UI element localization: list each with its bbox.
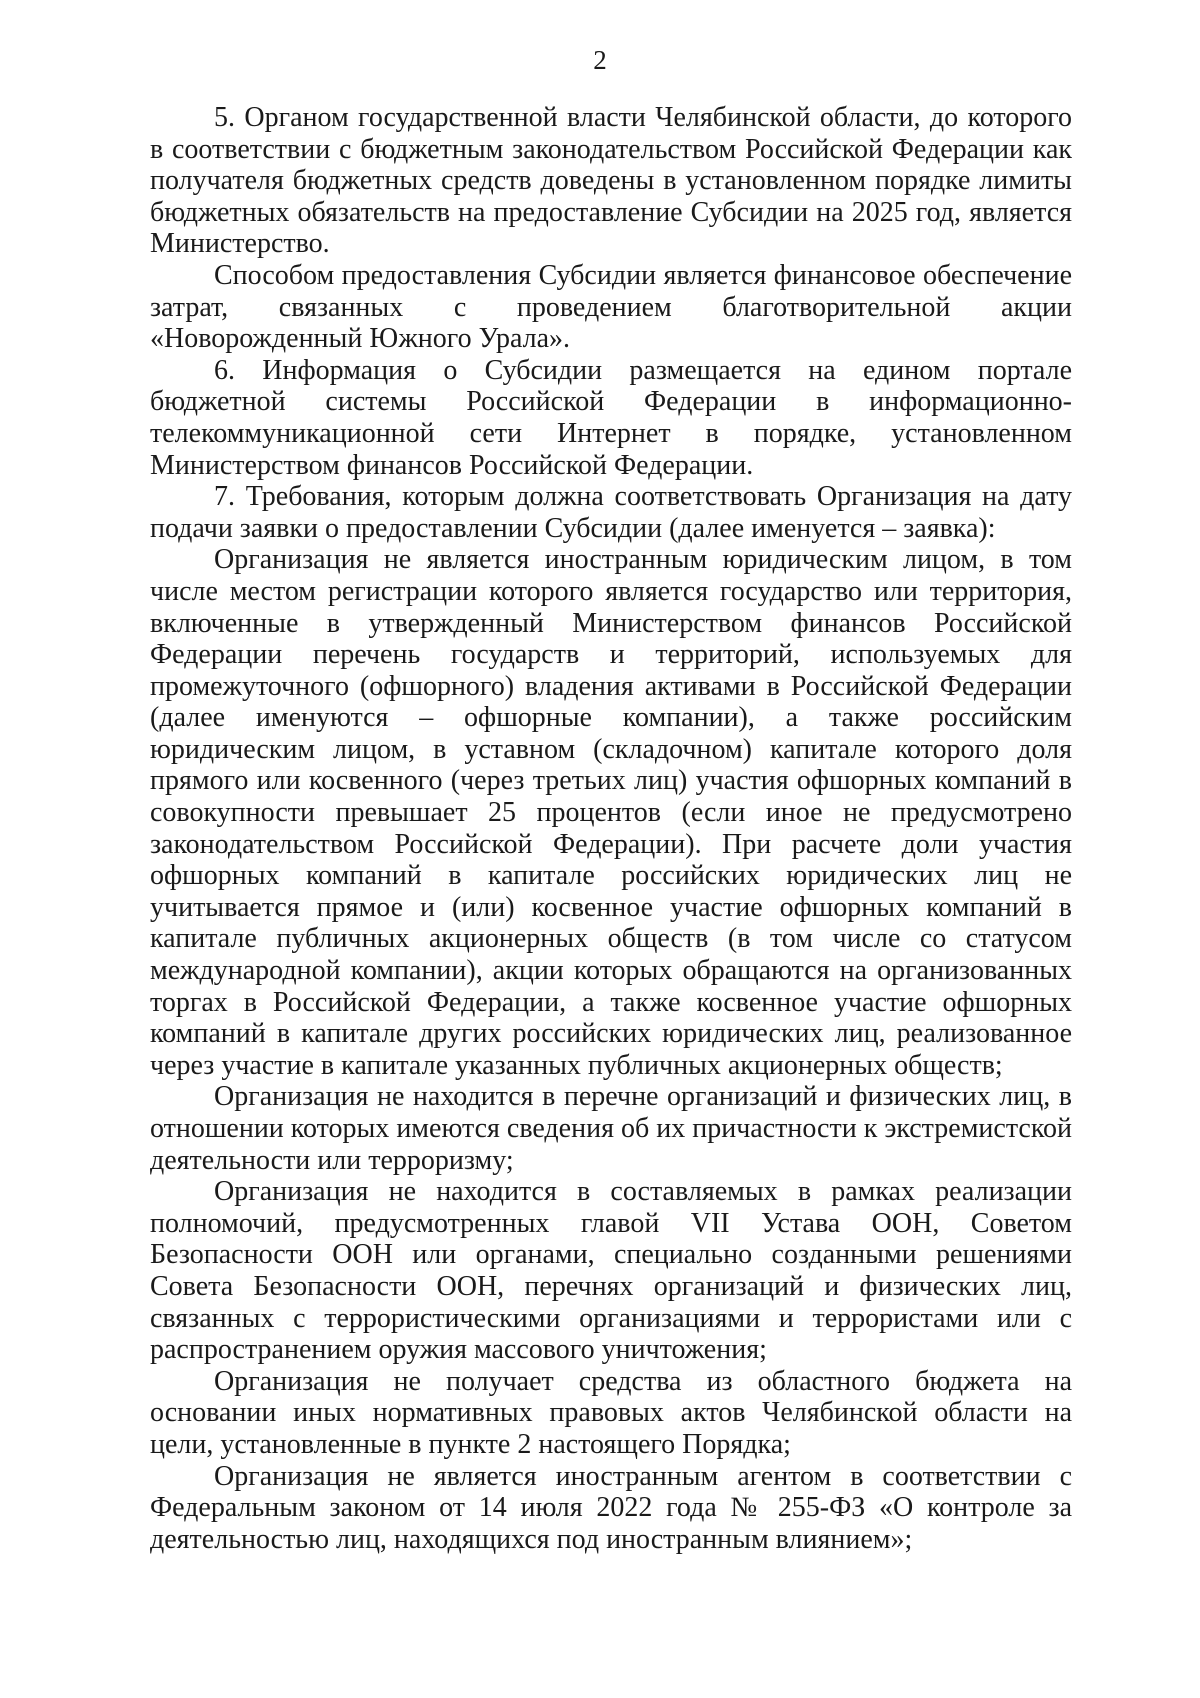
paragraph-subsidy-method: Способом предоставления Субсидии является финансовое обеспечение затрат, связанных с проведением благотворительной акции «Новорожденный Южного Урала».	[150, 259, 1072, 355]
paragraph-un-list-requirement: Организация не находится в составляемых в рамках реализации полномочий, предусмотренных главой VII Устава ООН, Советом Безопасности ООН или органами, специально созданными решениями Совета Безопасности ООН, перечнях организаций и физических лиц, связанных с террористическими организациями и террористами или с распространением оружия массового уничтожения;	[150, 1176, 1072, 1366]
paragraph-budget-requirement: Организация не получает средства из областного бюджета на основании иных нормативных правовых актов Челябинской области на цели, установленные в пункте 2 настоящего Порядка;	[150, 1365, 1072, 1460]
paragraph-offshore-requirement: Организация не является иностранным юридическим лицом, в том числе местом регистрации которого является государство или территория, включенные в утвержденный Министерством финансов Российской Федерации перечень государств и территорий, используемых для промежуточного (офшорного) владения активами в Российской Федерации (далее именуются – офшорные компании), а также российским юридическим лицом, в уставном (складочном) капитале которого доля прямого или косвенного (через третьих лиц) участия офшорных компаний в совокупности превышает 25 процентов (если иное не предусмотрено законодательством Российской Федерации). При расчете доли участия офшорных компаний в капитале российских юридических лиц не учитывается прямое и (или) косвенное участие офшорных компаний в капитале публичных акционерных обществ (в том числе со статусом международной компании), акции которых обращаются на организованных торгах в Российской Федерации, а также косвенное участие офшорных компаний в капитале других российских юридических лиц, реализованное через участие в капитале указанных публичных акционерных обществ;	[150, 544, 1072, 1081]
paragraph-foreign-agent-requirement: Организация не является иностранным агентом в соответствии с Федеральным законом от 14 июля 2022 года № 255-ФЗ «О контроле за деятельностью лиц, находящихся под иностранным влиянием»;	[150, 1460, 1072, 1555]
paragraph-item-6: 6. Информация о Субсидии размещается на едином портале бюджетной системы Российской Федерации в информационно-телекоммуникационной сети Интернет в порядке, установленном Министерством финансов Российской Федерации.	[150, 354, 1072, 481]
paragraph-item-5: 5. Органом государственной власти Челябинской области, до которого в соответствии с бюджетным законодательством Российской Федерации как получателя бюджетных средств доведены в установленном порядке лимиты бюджетных обязательств на предоставление Субсидии на 2025 год, является Министерство.	[150, 102, 1072, 260]
paragraph-extremism-requirement: Организация не находится в перечне организаций и физических лиц, в отношении которых имеются сведения об их причастности к экстремистской деятельности или терроризму;	[150, 1081, 1072, 1176]
document-body	[150, 102, 1072, 1555]
page-number: 2	[593, 45, 607, 75]
paragraph-item-7: 7. Требования, которым должна соответствовать Организация на дату подачи заявки о предоставлении Субсидии (далее именуется – заявка):	[150, 481, 1072, 544]
